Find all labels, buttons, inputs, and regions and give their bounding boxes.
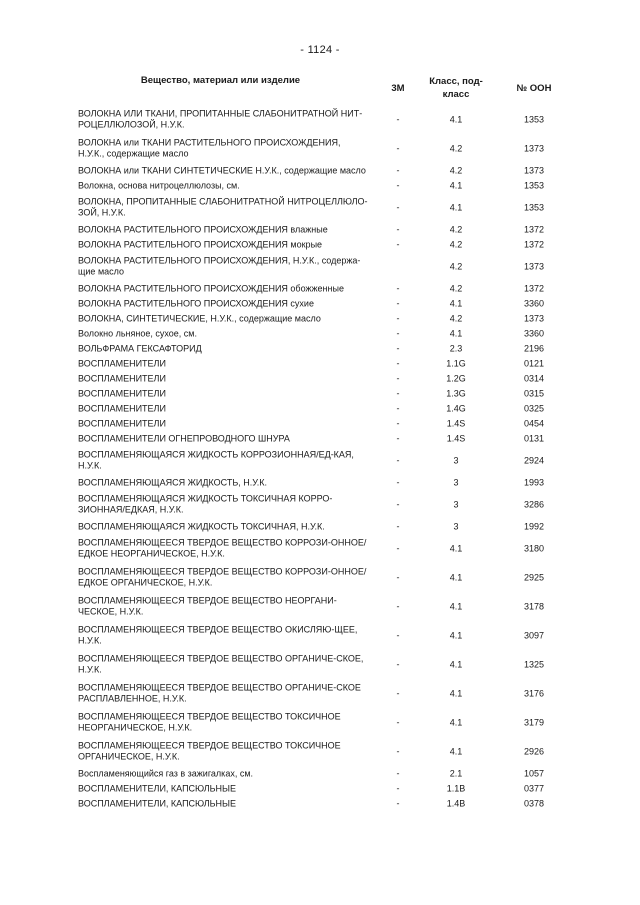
un-number-cell: 3360: [523, 327, 545, 338]
class-cell: 4.1: [449, 687, 463, 698]
zm-cell: -: [396, 282, 400, 293]
class-cell: 3: [453, 476, 459, 487]
table-row: [78, 326, 568, 341]
class-cell: 4.1: [449, 542, 463, 553]
substance-name: ВОСПЛАМЕНЯЮЩЕЕСЯ ТВЕРДОЕ ВЕЩЕСТВО ОКИСЛЯЮ-ЩЕЕ, Н.У.К.: [78, 624, 358, 646]
zm-cell: -: [396, 142, 400, 153]
table-row: [78, 592, 568, 621]
substance-name: ВОЛОКНА или ТКАНИ СИНТЕТИЧЕСКИЕ Н.У.К., содержащие масло: [78, 164, 366, 175]
un-number-cell: 2926: [523, 745, 545, 756]
class-cell: 4.1: [449, 571, 463, 582]
un-number-cell: 0454: [523, 417, 545, 428]
table-row: [78, 796, 568, 811]
un-number-cell: 1372: [523, 238, 545, 249]
substance-name: Волокна, основа нитроцеллюлозы, см.: [78, 179, 240, 190]
zm-cell: -: [396, 658, 400, 669]
page-number: - 1124 -: [300, 44, 340, 56]
zm-cell: -: [396, 767, 400, 778]
substance-name: ВОЛОКНА РАСТИТЕЛЬНОГО ПРОИСХОЖДЕНИЯ, Н.У.К., содержа-щие масло: [78, 255, 361, 277]
un-number-cell: 1993: [523, 476, 545, 487]
substance-name: ВОСПЛАМЕНИТЕЛИ: [78, 357, 166, 368]
substance-name: ВОЛОКНА РАСТИТЕЛЬНОГО ПРОИСХОЖДЕНИЯ обожженные: [78, 282, 344, 293]
substance-name: ВОЛОКНА РАСТИТЕЛЬНОГО ПРОИСХОЖДЕНИЯ сухие: [78, 297, 314, 308]
un-number-cell: 2925: [523, 571, 545, 582]
zm-cell: -: [396, 372, 400, 383]
table-row: [78, 237, 568, 252]
table-row: [78, 178, 568, 193]
un-number-cell: 0315: [523, 387, 545, 398]
zm-cell: -: [396, 629, 400, 640]
substance-name: ВОСПЛАМЕНИТЕЛИ: [78, 402, 166, 413]
class-cell: 4.2: [449, 282, 463, 293]
un-number-cell: 2196: [523, 342, 545, 353]
table-row: [78, 650, 568, 679]
substance-name: ВОСПЛАМЕНЯЮЩЕЕСЯ ТВЕРДОЕ ВЕЩЕСТВО ОРГАНИЧЕ-СКОЕ, Н.У.К.: [78, 653, 364, 675]
table-row: [78, 105, 568, 134]
class-cell: 4.2: [449, 223, 463, 234]
class-cell: 4.2: [449, 142, 463, 153]
table-row: [78, 416, 568, 431]
class-cell: 1.1B: [446, 782, 466, 793]
table-row: [78, 766, 568, 781]
substance-name: ВОСПЛАМЕНЯЮЩЕЕСЯ ТВЕРДОЕ ВЕЩЕСТВО ТОКСИЧНОЕ ОРГАНИЧЕСКОЕ, Н.У.К.: [78, 740, 341, 762]
substance-name: ВОСПЛАМЕНЯЮЩЕЕСЯ ТВЕРДОЕ ВЕЩЕСТВО ОРГАНИЧЕ-СКОЕ РАСПЛАВЛЕННОЕ, Н.У.К.: [78, 682, 361, 704]
substance-name: ВОСПЛАМЕНЯЮЩЕЕСЯ ТВЕРДОЕ ВЕЩЕСТВО НЕОРГАНИ-ЧЕСКОЕ, Н.У.К.: [78, 595, 337, 617]
table-row: [78, 252, 568, 281]
substance-name: ВОСПЛАМЕНИТЕЛИ, КАПСЮЛЬНЫЕ: [78, 797, 237, 808]
class-cell: 1.4G: [446, 402, 466, 413]
zm-cell: -: [396, 238, 400, 249]
class-cell: 2.1: [449, 767, 463, 778]
zm-cell: -: [396, 342, 400, 353]
substance-name: ВОСПЛАМЕНИТЕЛИ: [78, 372, 166, 383]
table-row: [78, 431, 568, 446]
zm-cell: -: [396, 600, 400, 611]
substance-name: ВОСПЛАМЕНЯЮЩЕЕСЯ ТВЕРДОЕ ВЕЩЕСТВО ТОКСИЧНОЕ НЕОРГАНИЧЕСКОЕ, Н.У.К.: [78, 711, 341, 733]
zm-cell: -: [396, 782, 400, 793]
substance-name: ВОСПЛАМЕНЯЮЩЕЕСЯ ТВЕРДОЕ ВЕЩЕСТВО КОРРОЗИ-ОННОЕ/ЕДКОЕ НЕОРГАНИЧЕСКОЕ, Н.У.К.: [78, 537, 367, 559]
class-cell: 4.1: [449, 716, 463, 727]
table-row: [78, 311, 568, 326]
substance-name: ВОСПЛАМЕНЯЮЩАЯСЯ ЖИДКОСТЬ ТОКСИЧНАЯ, Н.У.К.: [78, 520, 325, 531]
substance-name: ВОЛОКНА РАСТИТЕЛЬНОГО ПРОИСХОЖДЕНИЯ влажные: [78, 223, 328, 234]
substance-name: ВОЛОКНА ИЛИ ТКАНИ, ПРОПИТАННЫЕ СЛАБОНИТРАТНОЙ НИТ-РОЦЕЛЛЮЛОЗОЙ, Н.У.К.: [78, 108, 363, 130]
un-number-cell: 1353: [523, 201, 545, 212]
zm-cell: -: [396, 432, 400, 443]
substance-name: ВОСПЛАМЕНЯЮЩАЯСЯ ЖИДКОСТЬ КОРРОЗИОННАЯ/ЕД-КАЯ, Н.У.К.: [78, 449, 354, 471]
zm-cell: -: [396, 797, 400, 808]
header-substance: Вещество, материал или изделие: [140, 75, 301, 86]
class-cell: 4.2: [449, 164, 463, 175]
table-row: [78, 341, 568, 356]
class-cell: 4.2: [449, 312, 463, 323]
class-cell: 3: [453, 520, 459, 531]
class-cell: 1.2G: [446, 372, 466, 383]
zm-cell: -: [396, 387, 400, 398]
class-cell: 1.4S: [446, 417, 466, 428]
un-number-cell: 0131: [523, 432, 545, 443]
zm-cell: -: [396, 716, 400, 727]
zm-cell: -: [396, 357, 400, 368]
table-row: [78, 193, 568, 222]
table-row: [78, 737, 568, 766]
table-row: [78, 386, 568, 401]
table-row: [78, 222, 568, 237]
class-cell: 1.1G: [446, 357, 466, 368]
substance-name: ВОСПЛАМЕНЯЮЩАЯСЯ ЖИДКОСТЬ ТОКСИЧНАЯ КОРРО-ЗИОННАЯ/ЕДКАЯ, Н.У.К.: [78, 493, 333, 515]
table-row: [78, 534, 568, 563]
table-row: [78, 519, 568, 534]
class-cell: 4.1: [449, 629, 463, 640]
table-row: [78, 475, 568, 490]
table-row: [78, 296, 568, 311]
substance-name: Воспламеняющийся газ в зажигалках, см.: [78, 767, 254, 778]
zm-cell: -: [396, 520, 400, 531]
substance-name: ВОСПЛАМЕНЯЮЩЕЕСЯ ТВЕРДОЕ ВЕЩЕСТВО КОРРОЗИ-ОННОЕ/ЕДКОЕ ОРГАНИЧЕСКОЕ, Н.У.К.: [78, 566, 367, 588]
un-number-cell: 2924: [523, 454, 545, 465]
zm-cell: -: [396, 542, 400, 553]
table-row: [78, 563, 568, 592]
table-row: [78, 446, 568, 475]
substance-name: ВОЛОКНА, ПРОПИТАННЫЕ СЛАБОНИТРАТНОЙ НИТРОЦЕЛЛЮЛО-ЗОЙ, Н.У.К.: [78, 196, 368, 218]
zm-cell: -: [396, 402, 400, 413]
table-row: [78, 134, 568, 163]
class-cell: 4.1: [449, 201, 463, 212]
un-number-cell: 1353: [523, 179, 545, 190]
un-number-cell: 1353: [523, 113, 545, 124]
class-cell: 4.2: [449, 260, 463, 271]
zm-cell: -: [396, 297, 400, 308]
un-number-cell: 0314: [523, 372, 545, 383]
substance-name: ВОЛОКНА РАСТИТЕЛЬНОГО ПРОИСХОЖДЕНИЯ мокрые: [78, 238, 323, 249]
class-cell: 3: [453, 498, 459, 509]
zm-cell: -: [396, 571, 400, 582]
table-row: [78, 679, 568, 708]
un-number-cell: 1373: [523, 260, 545, 271]
un-number-cell: 0325: [523, 402, 545, 413]
class-cell: 4.1: [449, 327, 463, 338]
class-cell: 1.4S: [446, 432, 466, 443]
zm-cell: -: [396, 179, 400, 190]
zm-cell: -: [396, 164, 400, 175]
zm-cell: -: [396, 417, 400, 428]
table-row: [78, 621, 568, 650]
un-number-cell: 3179: [523, 716, 545, 727]
substance-name: ВОЛЬФРАМА ГЕКСАФТОРИД: [78, 342, 202, 353]
zm-cell: -: [396, 745, 400, 756]
un-number-cell: 1373: [523, 312, 545, 323]
class-cell: 4.1: [449, 745, 463, 756]
substance-name: ВОЛОКНА, СИНТЕТИЧЕСКИЕ, Н.У.К., содержащие масло: [78, 312, 321, 323]
header-zm: 3М: [391, 83, 405, 94]
un-number-cell: 1992: [523, 520, 545, 531]
substance-name: Волокно льняное, сухое, см.: [78, 327, 197, 338]
header-class-line2: класс: [442, 89, 470, 100]
zm-cell: -: [396, 498, 400, 509]
zm-cell: -: [396, 113, 400, 124]
substance-name: ВОСПЛАМЕНЯЮЩАЯСЯ ЖИДКОСТЬ, Н.У.К.: [78, 476, 267, 487]
un-number-cell: 1372: [523, 282, 545, 293]
un-number-cell: 1325: [523, 658, 545, 669]
un-number-cell: 3286: [523, 498, 545, 509]
un-number-cell: 0121: [523, 357, 545, 368]
substance-name: ВОСПЛАМЕНИТЕЛИ, КАПСЮЛЬНЫЕ: [78, 782, 237, 793]
zm-cell: -: [396, 687, 400, 698]
header-class-line1: Класс, под-: [429, 76, 483, 87]
zm-cell: -: [396, 223, 400, 234]
zm-cell: -: [396, 476, 400, 487]
table-row: [78, 163, 568, 178]
table-row: [78, 781, 568, 796]
un-number-cell: 1373: [523, 164, 545, 175]
class-cell: 4.1: [449, 658, 463, 669]
zm-cell: -: [396, 327, 400, 338]
zm-cell: -: [396, 201, 400, 212]
table-row: [78, 371, 568, 386]
zm-cell: -: [396, 454, 400, 465]
un-number-cell: 3097: [523, 629, 545, 640]
un-number-cell: 0378: [523, 797, 545, 808]
table-row: [78, 708, 568, 737]
header-un-number: № ООН: [516, 83, 552, 94]
table-row: [78, 281, 568, 296]
zm-cell: -: [396, 312, 400, 323]
class-cell: 4.1: [449, 179, 463, 190]
class-cell: 4.2: [449, 238, 463, 249]
substance-name: ВОСПЛАМЕНИТЕЛИ ОГНЕПРОВОДНОГО ШНУРА: [78, 432, 290, 443]
class-cell: 3: [453, 454, 459, 465]
un-number-cell: 0377: [523, 782, 545, 793]
un-number-cell: 3176: [523, 687, 545, 698]
un-number-cell: 3178: [523, 600, 545, 611]
class-cell: 1.4B: [446, 797, 466, 808]
class-cell: 4.1: [449, 600, 463, 611]
un-number-cell: 3360: [523, 297, 545, 308]
un-number-cell: 1057: [523, 767, 545, 778]
table-row: [78, 356, 568, 371]
substance-name: ВОСПЛАМЕНИТЕЛИ: [78, 387, 166, 398]
table-row: [78, 490, 568, 519]
class-cell: 2.3: [449, 342, 463, 353]
substance-table: [78, 105, 568, 811]
class-cell: 4.1: [449, 297, 463, 308]
class-cell: 4.1: [449, 113, 463, 124]
un-number-cell: 1373: [523, 142, 545, 153]
substance-name: ВОСПЛАМЕНИТЕЛИ: [78, 417, 166, 428]
substance-name: ВОЛОКНА или ТКАНИ РАСТИТЕЛЬНОГО ПРОИСХОЖДЕНИЯ, Н.У.К., содержащие масло: [78, 137, 341, 159]
header-class: [424, 75, 488, 101]
un-number-cell: 3180: [523, 542, 545, 553]
table-row: [78, 401, 568, 416]
un-number-cell: 1372: [523, 223, 545, 234]
class-cell: 1.3G: [446, 387, 466, 398]
table-header: [78, 72, 568, 102]
